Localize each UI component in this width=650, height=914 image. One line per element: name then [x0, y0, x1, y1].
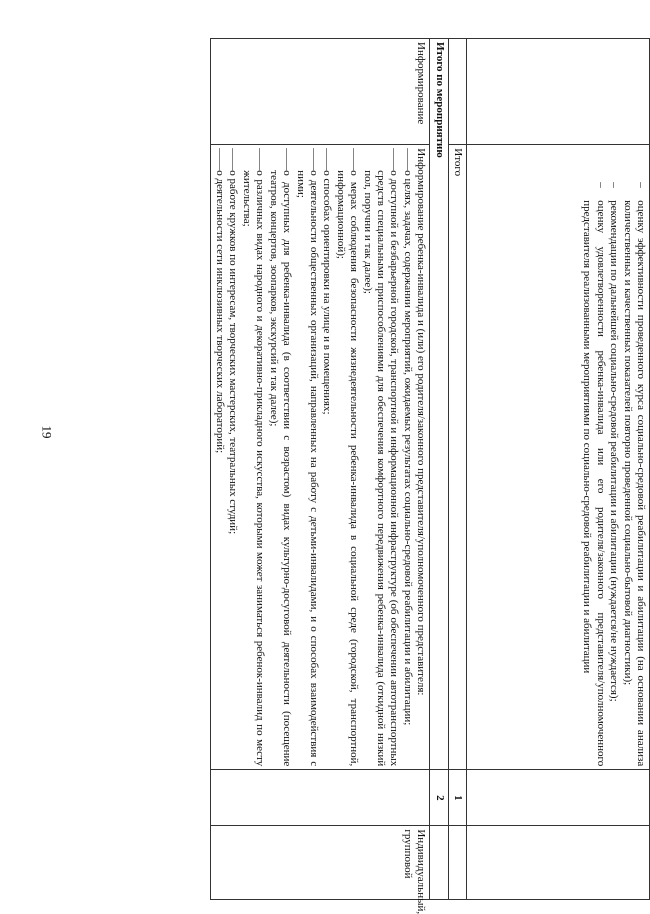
list-item: —— о целях, задачах, содержании мероприятий, ожидаемых результатах социально-средовой реабилитации и абилитации;: [400, 148, 413, 766]
table-row: [430, 39, 448, 900]
empty-cell: [210, 770, 430, 826]
list-item: —— о работе кружков по интересам, творческих мастерских, театральных студий;: [226, 148, 239, 766]
event-total-value: 2: [430, 770, 448, 826]
table-row: [210, 39, 430, 900]
description-intro: Информирование ребенка-инвалида и (или) его родителя/законного представителя/уполномоченного представителя:: [415, 148, 428, 696]
total-value: 1: [448, 770, 466, 826]
empty-cell: [430, 826, 448, 900]
rotated-table-container: [70, 38, 650, 914]
service-name: Информирование: [210, 39, 430, 145]
empty-cell: [448, 39, 466, 145]
list-item: —— о способах ориентировки на улице и в помещениях;: [320, 148, 333, 766]
event-total-label: Итого по мероприятию: [430, 39, 448, 770]
total-label: Итого: [448, 145, 466, 770]
list-item: —— о мерах соблюдения безопасности жизнедеятельности ребенка-инвалида в социальной среде (городской, транспортной, информационной);: [333, 148, 360, 766]
services-table: [210, 38, 650, 914]
service-form: Индивидуальный, групповой: [210, 826, 430, 900]
list-item: – оценку удовлетворенности ребенка-инвалида или его родителя/законного представителя/уполномоченного представителя реализованными мероприятиями по социально-средовой реабилитации и абилитации: [580, 178, 607, 766]
empty-cell: [467, 39, 650, 145]
service-description: [210, 145, 430, 770]
list-item: —— о деятельности сети инклюзивных творческих лабораторий;: [213, 148, 226, 766]
table-row: [467, 39, 650, 900]
list-item: – оценку эффективности проведенного курса социально-средовой реабилитации и абилитации (на основании анализа количественных и качественных показателей повторно проведенной социально-бытовой диагностики);: [620, 178, 647, 766]
list-item: —— о различных видах народного и декоративно-прикладного искусства, которыми может заниматься ребенок-инвалид по месту жительства;: [240, 148, 267, 766]
list-item: – рекомендации по дальнейшей социально-средовой реабилитации и абилитации (нуждается/не нуждается);: [607, 178, 620, 766]
table-row: [448, 39, 466, 900]
empty-cell: [467, 770, 650, 826]
empty-cell: [467, 826, 650, 900]
empty-cell: [448, 826, 466, 900]
page-number: 19: [39, 425, 55, 439]
list-item: —— о деятельности общественных организаций, направленных на работу с детьми-инвалидами, и о способах взаимодействия с ними;: [293, 148, 320, 766]
list-item: —— о доступных для ребенка-инвалида (в соответствии с возрастом) видах культурно-досуговой деятельности (посещение театров, концертов, зоопарков, экскурсий и так далее);: [266, 148, 293, 766]
evaluation-cell: [467, 145, 650, 770]
list-item: —— о доступной и безбарьерной городской, транспортной и информационной инфраструктуре (об обеспечении автотранспортных средств специальными приспособлениями для обеспечения комфортного передвижения ребенка-инвалида (откидной низкий пол, поручни и так далее);: [360, 148, 400, 766]
